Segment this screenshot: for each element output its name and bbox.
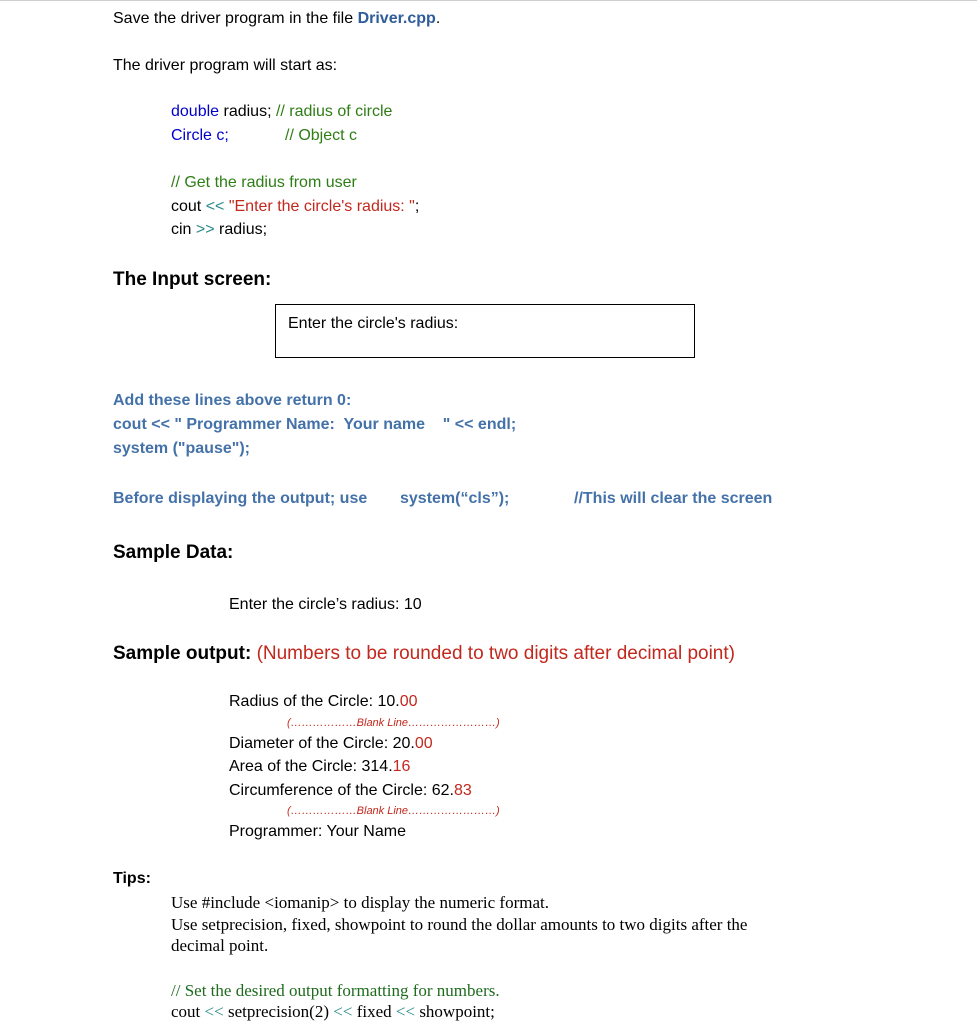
code-line-declare-circle: Circle c; [171,127,229,144]
code-line-cout: cout << "Enter the circle's radius: "; [171,198,420,215]
output-blank-line-1: (………………Blank Line……………………) [287,717,500,729]
code-comment-object: // Object c [285,127,358,144]
tips-line-iomanip: Use #include <iomanip> to display the numeric format. [171,893,549,912]
tips-code-comment: // Set the desired output formatting for numbers. [171,981,500,1000]
output-programmer: Programmer: Your Name [229,823,406,840]
tips-code-cout: cout << setprecision(2) << fixed << showpoint; [171,1002,495,1021]
sample-data-heading: Sample Data: [113,542,234,563]
code-line-cin: cin >> radius; [171,221,268,238]
output-radius: Radius of the Circle: 10.00 [229,693,418,710]
sample-data-line: Enter the circle’s radius: 10 [229,596,422,613]
add-lines-system-pause: system ("pause"); [113,440,250,457]
file-name: Driver.cpp [357,10,436,27]
before-output-comment: //This will clear the screen [574,490,773,507]
output-area: Area of the Circle: 314.16 [229,758,411,775]
start-instruction: The driver program will start as: [113,57,338,74]
tips-line-setprecision: Use setprecision, fixed, showpoint to round the dollar amounts to two digits after the [171,915,748,934]
sample-output-heading: Sample output: (Numbers to be rounded to two digits after decimal point) [113,643,735,664]
add-lines-cout: cout << " Programmer Name: Your name " << endl; [113,416,517,433]
input-screen-box [275,304,695,358]
tips-heading: Tips: [113,870,151,887]
input-screen-heading: The Input screen: [113,269,272,290]
page-top-border [0,0,977,1]
output-diameter: Diameter of the Circle: 20.00 [229,735,433,752]
code-line-declare-radius: double radius; // radius of circle [171,103,393,120]
add-lines-instruction: Add these lines above return 0: [113,392,352,409]
input-screen-prompt: Enter the circle's radius: [288,315,459,332]
before-output-text: Before displaying the output; use [113,490,368,507]
save-instruction: Save the driver program in the file Driver.cpp. [113,10,441,27]
code-comment-get-radius: // Get the radius from user [171,174,357,191]
output-circumference: Circumference of the Circle: 62.83 [229,782,472,799]
tips-line-decimal: decimal point. [171,936,269,955]
output-blank-line-2: (………………Blank Line……………………) [287,805,500,817]
before-output-code: system(“cls”); [400,490,510,507]
